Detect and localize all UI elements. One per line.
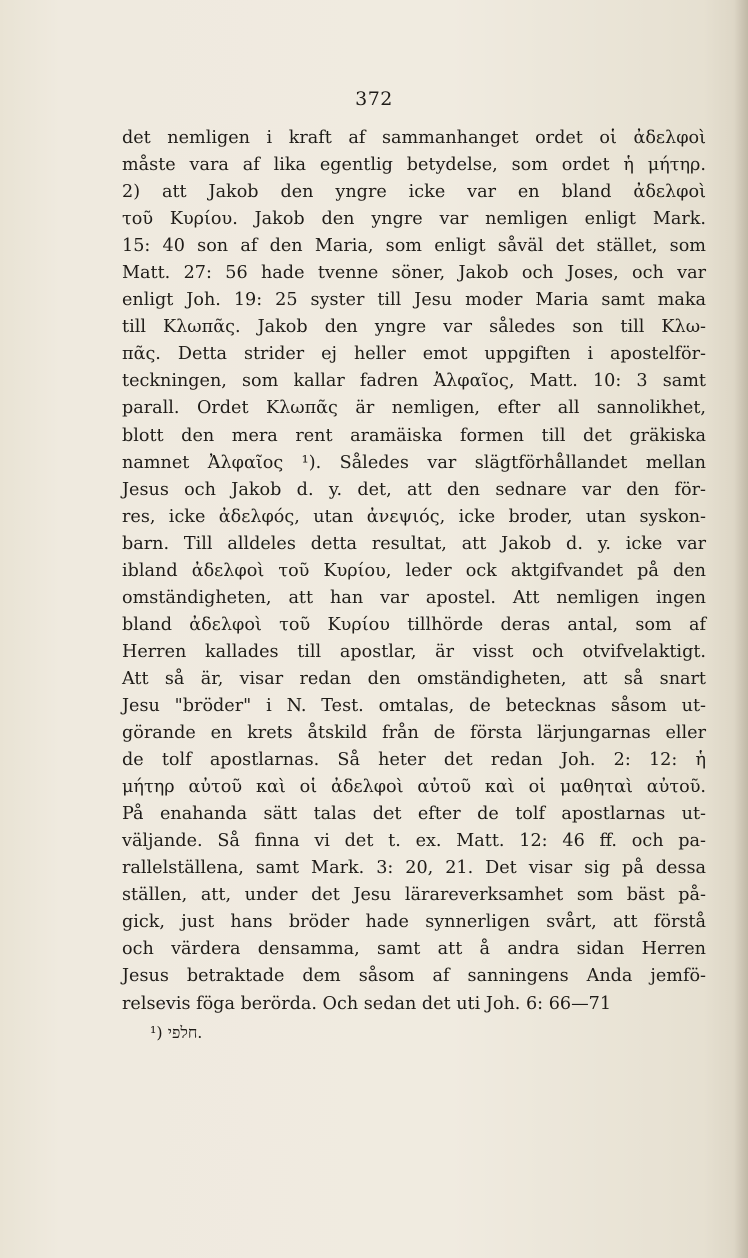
footnote: ¹) חלפי. (150, 1023, 203, 1042)
text-line: Jesus betraktade dem såsom af sanningens Anda jemfö- (122, 966, 706, 987)
text-line: det nemligen i kraft af sammanhanget ordet οἱ ἀδελφοὶ (122, 128, 706, 148)
text-line: πᾶς. Detta strider ej heller emot uppgiften i apostelför- (122, 344, 706, 365)
text-line: blott den mera rent aramäiska formen till det gräkiska (122, 425, 706, 446)
text-line: måste vara af lika egentlig betydelse, som ordet ἡ μήτηρ. (122, 155, 706, 176)
text-line: τοῦ Κυρίου. Jakob den yngre var nemligen enligt Mark. (122, 209, 706, 230)
text-line: Herren kallades till apostlar, är visst och otvifvelaktigt. (122, 641, 706, 662)
text-line: barn. Till alldeles detta resultat, att Jakob d. y. icke var (122, 533, 706, 554)
text-line: relsevis föga berörda. Och sedan det uti Joh. 6: 66—71 (122, 993, 612, 1014)
body-text (122, 125, 706, 1018)
text-line: och värdera densamma, samt att å andra sidan Herren (122, 939, 706, 960)
text-line: namnet Ἀλφαῖος ¹). Således var slägtförhållandet mellan (122, 452, 706, 473)
text-line: ställen, att, under det Jesu lärareverksamhet som bäst på- (122, 885, 706, 906)
text-line: enligt Joh. 19: 25 syster till Jesu moder Maria samt maka (122, 290, 706, 311)
page-number: 372 (355, 88, 393, 110)
text-line: rallelställena, samt Mark. 3: 20, 21. Det visar sig på dessa (122, 858, 706, 879)
text-line: görande en krets åtskild från de första lärjungarnas eller (122, 723, 706, 744)
text-line: parall. Ordet Κλωπᾶς är nemligen, efter all sannolikhet, (122, 398, 706, 419)
text-line: μήτηρ αὐτοῦ καὶ οἱ ἀδελφοὶ αὐτοῦ καὶ οἱ μαθηταὶ αὐτοῦ. (122, 777, 706, 798)
text-line: bland ἀδελφοὶ τοῦ Κυρίου tillhörde deras antal, som af (122, 614, 706, 635)
text-line: Jesus och Jakob d. y. det, att den sednare var den för- (122, 479, 706, 500)
text-line: ibland ἀδελφοὶ τοῦ Κυρίου, leder ock aktgifvandet på den (122, 560, 706, 581)
text-line: de tolf apostlarnas. Så heter det redan Joh. 2: 12: ἡ (122, 750, 706, 771)
text-line: res, icke ἀδελφός, utan ἀνεψιός, icke broder, utan syskon- (122, 506, 706, 527)
text-line: På enahanda sätt talas det efter de tolf apostlarnas ut- (122, 804, 706, 825)
text-line: 2) att Jakob den yngre icke var en bland ἀδελφοὶ (122, 182, 706, 203)
text-line: till Κλωπᾶς. Jakob den yngre var således son till Κλω- (122, 317, 706, 338)
text-line: Matt. 27: 56 hade tvenne söner, Jakob och Joses, och var (122, 263, 706, 284)
text-line: Jesu "bröder" i N. Test. omtalas, de betecknas såsom ut- (122, 695, 706, 716)
text-line: teckningen, som kallar fadren Ἀλφαῖος, Matt. 10: 3 samt (122, 371, 706, 392)
text-line: Att så är, visar redan den omständigheten, att så snart (122, 668, 706, 689)
text-line: väljande. Så finna vi det t. ex. Matt. 12: 46 ff. och pa- (122, 831, 706, 852)
text-line: gick, just hans bröder hade synnerligen svårt, att förstå (122, 912, 706, 933)
page-edge-shadow (734, 0, 748, 1258)
text-line: 15: 40 son af den Maria, som enligt såväl det stället, som (122, 236, 706, 257)
text-line: omständigheten, att han var apostel. Att nemligen ingen (122, 587, 706, 608)
